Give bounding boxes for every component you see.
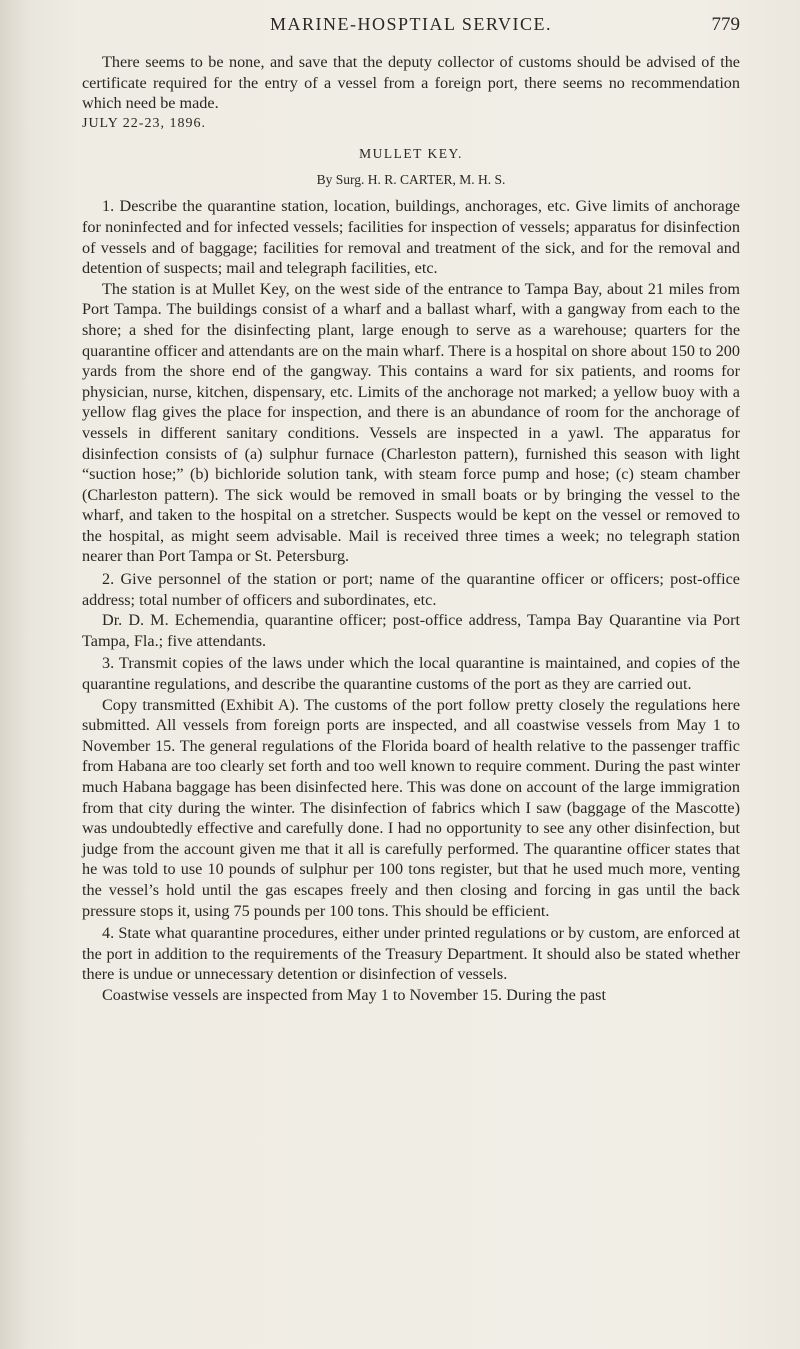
paragraph-question-3: 3. Transmit copies of the laws under which the local quarantine is maintained, and copies of the quarantine regulations, and describe the quarantine customs of the port as they are carried out. bbox=[82, 654, 740, 694]
date-line: JULY 22-23, 1896. bbox=[82, 115, 206, 131]
section-byline: By Surg. H. R. CARTER, M. H. S. bbox=[316, 172, 506, 188]
running-head: MARINE-HOSPTIAL SERVICE. bbox=[270, 14, 552, 34]
page-body bbox=[82, 52, 740, 1006]
page-number: 779 bbox=[711, 14, 740, 35]
paragraph-answer-1: The station is at Mullet Key, on the west side of the entrance to Tampa Bay, about 21 miles from Port Tampa. The buildings consist of a wharf and a ballast wharf, with a gangway from each to the shore; a shed for the disinfecting plant, large enough to serve as a warehouse; quarters for the quarantine officer and attendants are on the main wharf. There is a hospital on shore about 150 to 200 yards from the shore end of the gangway. This contains a ward for six patients, and rooms for physician, nurse, kitchen, dispensary, etc. Limits of the anchorage not marked; a yellow buoy with a yellow flag gives the place for inspection, and there is an abundance of room for the anchorage of vessels in different sanitary conditions. Vessels are inspected in a yawl. The apparatus for disinfection consists of (a) sulphur furnace (Charleston pattern), furnished this season with light “suction hose;” (b) bichloride solution tank, with steam force pump and hose; (c) steam chamber (Charleston pattern). The sick would be removed in small boats or by bringing the vessel to the wharf, and taken to the hospital on a stretcher. Suspects would be kept on the vessel or removed to the hospital, as might seem advisable. Mail is received three times a week; no telegraph station nearer than Port Tampa or St. Petersburg. bbox=[82, 279, 740, 566]
section-title: MULLET KEY. bbox=[359, 146, 463, 162]
paragraph-answer-4: Coastwise vessels are inspected from May 1 to November 15. During the past bbox=[102, 985, 606, 1004]
paragraph-answer-2: Dr. D. M. Echemendia, quarantine officer; post-office address, Tampa Bay Quarantine via Port Tampa, Fla.; five attendants. bbox=[82, 611, 740, 650]
paragraph-question-2: 2. Give personnel of the station or port; name of the quarantine officer or officers; post-office address; total number of officers and subordinates, etc. bbox=[82, 570, 740, 609]
page-header bbox=[82, 14, 740, 40]
paragraph-answer-3: Copy transmitted (Exhibit A). The customs of the port follow pretty closely the regulations here submitted. All vessels from foreign ports are inspected, and all coastwise vessels from May 1 to November 15. The general regulations of the Florida board of health relative to the passenger traffic from Habana are too clearly set forth and too well known to require comment. During the past winter much Habana baggage has been disinfected here. This was done on account of the large immigration from that city during the winter. The disinfection of fabrics which I saw (baggage of the Mascotte) was undoubtedly effective and carefully done. I had no opportunity to see any other disinfection, but judge from the account given me that it all is carefully performed. The quarantine officer states that he was told to use 10 pounds of sulphur per 100 tons register, but that he used much more, venting the vessel’s hold until the gas escapes freely and then closing and forcing in gas until the back pressure stops it, using 75 pounds per 100 tons. This should be efficient. bbox=[82, 695, 740, 920]
paragraph-question-4: 4. State what quarantine procedures, either under printed regulations or by custom, are enforced at the port in addition to the requirements of the Treasury Department. It should also be stated whether there is undue or unnecessary detention or disinfection of vessels. bbox=[82, 924, 740, 984]
intro-paragraph: There seems to be none, and save that the deputy collector of customs should be advised of the certificate required for the entry of a vessel from a foreign port, there seems no recommendation which need be made. bbox=[82, 53, 740, 113]
paragraph-question-1: 1. Describe the quarantine station, location, buildings, anchorages, etc. Give limits of anchorage for noninfected and for infected vessels; facilities for inspection of vessels; apparatus for disinfection of vessels and of baggage; facilities for removal and treatment of the sick, and for the removal and detention of suspects; mail and telegraph facilities, etc. bbox=[82, 197, 740, 278]
